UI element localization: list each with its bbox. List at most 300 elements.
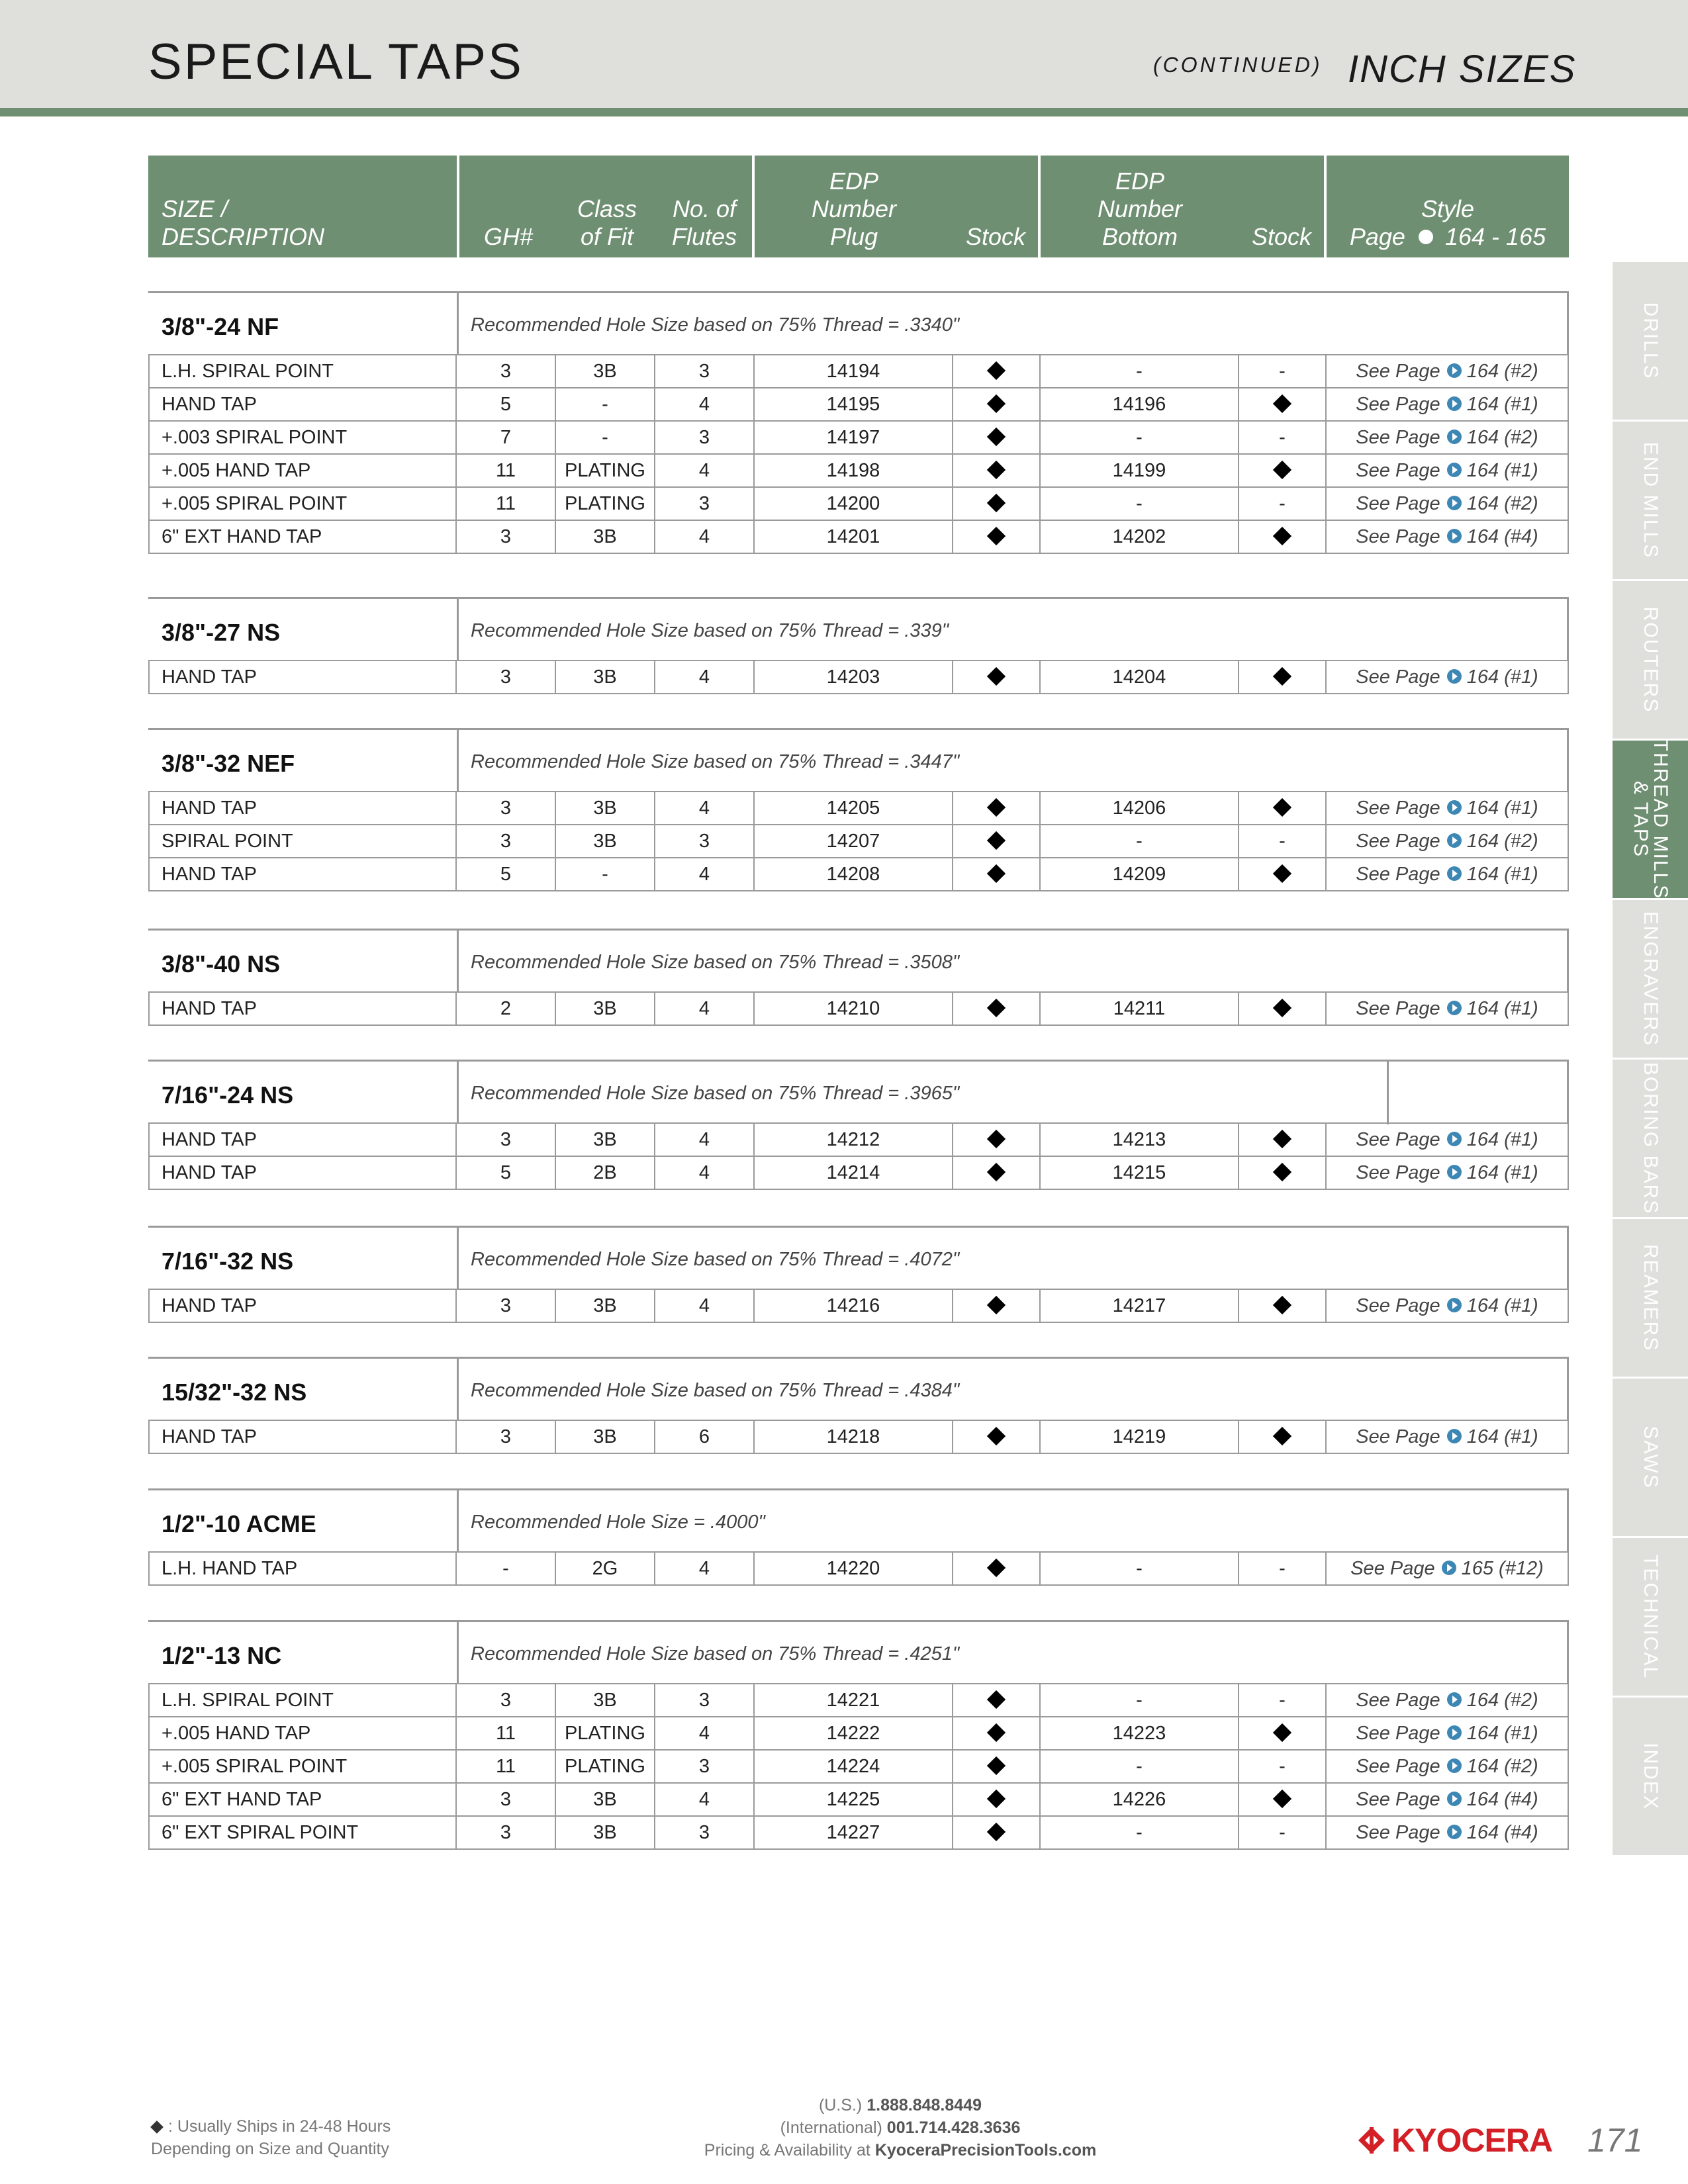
hole-size-note-box (457, 1060, 1569, 1122)
arrow-right-icon (1447, 463, 1462, 477)
cell-gh: 2 (457, 991, 556, 1026)
col-of-fit-label: of Fit (580, 223, 633, 250)
cell-class-fit: - (556, 857, 655, 891)
cell-description: +.005 SPIRAL POINT (148, 1749, 457, 1784)
group-title: 1/2"-13 NC (162, 1642, 282, 1669)
cell-style-page[interactable] (1327, 1122, 1569, 1157)
arrow-right-icon (1447, 1792, 1462, 1806)
cell-edp-bottom: 14209 (1041, 857, 1239, 891)
cell-stock-bottom (1239, 1289, 1327, 1323)
cell-edp-bottom: - (1041, 1551, 1239, 1586)
section-tab-label (1640, 607, 1660, 713)
table-row (148, 1683, 1569, 1717)
in-stock-diamond-icon (1273, 1723, 1291, 1742)
cell-stock-bottom: - (1239, 420, 1327, 455)
section-tab-routers[interactable] (1613, 581, 1688, 739)
cell-style-page[interactable] (1327, 1551, 1569, 1586)
col-class-label: Class (577, 195, 637, 222)
see-page-label: See Page (1356, 394, 1440, 415)
col-number-label-2: Number (1097, 195, 1183, 222)
group-title: 7/16"-24 NS (162, 1081, 294, 1109)
table-row (148, 857, 1569, 891)
cell-edp-plug: 14218 (755, 1420, 953, 1454)
cell-stock-bottom: - (1239, 1551, 1327, 1586)
table-row (148, 1420, 1569, 1454)
cell-class-fit: 3B (556, 354, 655, 388)
cell-edp-plug: 14198 (755, 453, 953, 488)
table-row (148, 1551, 1569, 1586)
cell-edp-plug: 14194 (755, 354, 953, 388)
style-page-ref: 164 (#2) (1466, 1690, 1538, 1711)
cell-gh: - (457, 1551, 556, 1586)
cell-class-fit: 3B (556, 791, 655, 825)
see-page-label: See Page (1356, 998, 1440, 1019)
cell-edp-plug: 14216 (755, 1289, 953, 1323)
arrow-right-icon (1447, 866, 1462, 881)
section-tab-label-line: SAWS (1640, 1426, 1662, 1489)
cell-description: HAND TAP (148, 387, 457, 422)
cell-class-fit: 3B (556, 1683, 655, 1717)
in-stock-diamond-icon (987, 1790, 1006, 1808)
cell-edp-plug: 14197 (755, 420, 953, 455)
in-stock-diamond-icon (1273, 394, 1291, 413)
in-stock-diamond-icon (987, 831, 1006, 850)
cell-style-page[interactable] (1327, 1289, 1569, 1323)
in-stock-diamond-icon (987, 428, 1006, 446)
cell-stock-plug (953, 824, 1041, 858)
see-page-label: See Page (1356, 493, 1440, 514)
in-stock-diamond-icon (987, 1427, 1006, 1445)
see-page-label: See Page (1356, 864, 1440, 885)
see-page-label: See Page (1356, 1822, 1440, 1843)
us-phone[interactable]: 1.888.848.8449 (867, 2096, 982, 2115)
arrow-right-icon (1447, 529, 1462, 543)
table-row (148, 420, 1569, 455)
cell-style-page[interactable] (1327, 1749, 1569, 1784)
hole-size-note: Recommended Hole Size = .4000" (471, 1512, 765, 1533)
cell-stock-plug (953, 1815, 1041, 1850)
section-tab-label (1640, 1244, 1660, 1351)
cell-description: HAND TAP (148, 857, 457, 891)
style-page-ref: 164 (#4) (1466, 1822, 1538, 1843)
arrow-right-icon (1447, 396, 1462, 411)
table-row (148, 354, 1569, 388)
see-page-label: See Page (1356, 1162, 1440, 1183)
table-row (148, 1122, 1569, 1157)
cell-edp-bottom: - (1041, 420, 1239, 455)
group-heading (148, 929, 457, 991)
section-tab-label (1640, 911, 1660, 1046)
style-page-ref: 165 (#12) (1461, 1558, 1544, 1579)
cell-stock-plug (953, 1156, 1041, 1190)
cell-edp-bottom: 14202 (1041, 520, 1239, 554)
cell-description: +.005 SPIRAL POINT (148, 486, 457, 521)
cell-edp-plug: 14201 (755, 520, 953, 554)
cell-stock-bottom (1239, 520, 1327, 554)
hole-size-note: Recommended Hole Size based on 75% Thread = .4384" (471, 1380, 960, 1401)
cell-description: +.005 HAND TAP (148, 1716, 457, 1751)
table-row (148, 387, 1569, 422)
cell-edp-bottom: 14217 (1041, 1289, 1239, 1323)
cell-class-fit: PLATING (556, 453, 655, 488)
cell-flutes: 4 (655, 1551, 755, 1586)
in-stock-diamond-icon (987, 394, 1006, 413)
in-stock-diamond-icon (987, 999, 1006, 1017)
legend-line-2: Depending on Size and Quantity (151, 2140, 389, 2158)
section-tab-boring-bars[interactable] (1613, 1060, 1688, 1217)
col-no-of-label: No. of (672, 195, 737, 222)
see-page-label: See Page (1350, 1558, 1435, 1579)
cell-flutes: 4 (655, 520, 755, 554)
cell-gh: 3 (457, 520, 556, 554)
cell-class-fit: PLATING (556, 1716, 655, 1751)
cell-stock-plug (953, 1420, 1041, 1454)
cell-edp-plug: 14225 (755, 1782, 953, 1817)
arrow-right-icon (1447, 1165, 1462, 1179)
cell-stock-plug (953, 420, 1041, 455)
cell-stock-bottom (1239, 660, 1327, 694)
cell-class-fit: 2B (556, 1156, 655, 1190)
section-tab-saws[interactable] (1613, 1379, 1688, 1536)
cell-style-page[interactable] (1327, 354, 1569, 388)
cell-stock-plug (953, 520, 1041, 554)
cell-gh: 3 (457, 824, 556, 858)
table-row (148, 991, 1569, 1026)
group-title: 3/8"-24 NF (162, 313, 279, 340)
cell-description: HAND TAP (148, 660, 457, 694)
cell-style-page[interactable] (1327, 453, 1569, 488)
in-stock-diamond-icon (1273, 527, 1291, 545)
cell-flutes: 4 (655, 991, 755, 1026)
cell-style-page[interactable] (1327, 991, 1569, 1026)
cell-style-page[interactable] (1327, 857, 1569, 891)
intl-prefix: (International) (780, 2118, 882, 2137)
hole-size-note: Recommended Hole Size based on 75% Thread = .3508" (471, 952, 960, 973)
cell-edp-plug: 14200 (755, 486, 953, 521)
cell-class-fit: 3B (556, 1122, 655, 1157)
col-style-page-prefix: Page (1349, 223, 1405, 250)
arrow-right-icon (1419, 230, 1433, 244)
hole-size-note-box (457, 1226, 1569, 1289)
cell-style-page[interactable] (1327, 1156, 1569, 1190)
section-tab-label (1640, 1743, 1660, 1810)
cell-edp-bottom: - (1041, 824, 1239, 858)
in-stock-diamond-icon (1273, 1130, 1291, 1148)
us-prefix: (U.S.) (818, 2096, 863, 2115)
arrow-right-icon (1447, 1001, 1462, 1015)
section-tab-end-mills[interactable] (1613, 422, 1688, 579)
see-page-label: See Page (1356, 1756, 1440, 1777)
cell-description: +.005 HAND TAP (148, 453, 457, 488)
section-tab-label-line: THREAD MILLS (1650, 739, 1671, 900)
cell-flutes: 4 (655, 660, 755, 694)
cell-stock-plug (953, 453, 1041, 488)
group-heading (148, 291, 457, 354)
table-row (148, 824, 1569, 858)
cell-description: +.003 SPIRAL POINT (148, 420, 457, 455)
see-page-label: See Page (1356, 831, 1440, 852)
cell-edp-bottom: 14219 (1041, 1420, 1239, 1454)
cell-edp-plug: 14220 (755, 1551, 953, 1586)
cell-gh: 11 (457, 486, 556, 521)
cell-style-page[interactable] (1327, 486, 1569, 521)
cell-edp-bottom: 14213 (1041, 1122, 1239, 1157)
kyocera-logo-mark-icon (1357, 2126, 1386, 2155)
cell-stock-bottom (1239, 791, 1327, 825)
cell-description: 6" EXT HAND TAP (148, 1782, 457, 1817)
style-page-ref: 164 (#2) (1466, 1756, 1538, 1777)
style-page-ref: 164 (#2) (1466, 427, 1538, 448)
in-stock-diamond-icon (1273, 461, 1291, 479)
cell-gh: 3 (457, 1815, 556, 1850)
cell-class-fit: 3B (556, 1420, 655, 1454)
section-tab-label-line: REAMERS (1640, 1244, 1662, 1352)
cell-class-fit: 3B (556, 824, 655, 858)
section-tab-thread-mills-taps[interactable] (1613, 741, 1688, 898)
section-tab-index[interactable] (1613, 1698, 1688, 1855)
col-plug-label: Plug (829, 223, 878, 250)
col-edp-plug (755, 156, 1038, 257)
cell-description: HAND TAP (148, 991, 457, 1026)
in-stock-diamond-icon (987, 1130, 1006, 1148)
section-tab-technical[interactable] (1613, 1538, 1688, 1696)
cell-stock-plug (953, 791, 1041, 825)
style-page-ref: 164 (#1) (1466, 1129, 1538, 1150)
section-tab-label (1640, 1426, 1660, 1488)
cell-flutes: 4 (655, 791, 755, 825)
cell-class-fit: 3B (556, 991, 655, 1026)
cell-style-page[interactable] (1327, 387, 1569, 422)
cell-gh: 5 (457, 387, 556, 422)
see-page-label: See Page (1356, 1690, 1440, 1711)
cell-class-fit: 3B (556, 1815, 655, 1850)
cell-stock-bottom: - (1239, 1749, 1327, 1784)
see-page-label: See Page (1356, 460, 1440, 481)
in-stock-diamond-icon (987, 1163, 1006, 1181)
cell-class-fit: - (556, 387, 655, 422)
section-tab-reamers[interactable] (1613, 1219, 1688, 1377)
page-subtitle: INCH SIZES (1348, 48, 1577, 91)
cell-flutes: 3 (655, 1683, 755, 1717)
header-rule (0, 108, 1688, 116)
col-stock-plug: Stock (965, 223, 1026, 250)
cell-style-page[interactable] (1327, 1815, 1569, 1850)
intl-phone[interactable]: 001.714.428.3636 (886, 2118, 1021, 2137)
cell-style-page[interactable] (1327, 1420, 1569, 1454)
cell-edp-plug: 14205 (755, 791, 953, 825)
cell-style-page[interactable] (1327, 1716, 1569, 1751)
cell-flutes: 3 (655, 824, 755, 858)
cell-description: HAND TAP (148, 1156, 457, 1190)
arrow-right-icon (1447, 1825, 1462, 1839)
cell-stock-bottom (1239, 857, 1327, 891)
style-page-ref: 164 (#1) (1466, 1723, 1538, 1744)
cell-description: 6" EXT HAND TAP (148, 520, 457, 554)
cell-stock-bottom (1239, 1156, 1327, 1190)
style-page-ref: 164 (#2) (1466, 493, 1538, 514)
cell-edp-plug: 14195 (755, 387, 953, 422)
see-page-label: See Page (1356, 526, 1440, 547)
cell-class-fit: 3B (556, 1782, 655, 1817)
cell-description: L.H. SPIRAL POINT (148, 354, 457, 388)
hole-size-note: Recommended Hole Size based on 75% Thread = .4072" (471, 1249, 960, 1270)
page-number: 171 (1587, 2122, 1643, 2159)
col-stock-bottom: Stock (1251, 223, 1312, 250)
col-number-label: Number (811, 195, 897, 222)
cell-stock-plug (953, 991, 1041, 1026)
style-page-ref: 164 (#4) (1466, 1789, 1538, 1810)
see-page-label: See Page (1356, 1426, 1440, 1447)
hole-size-note-box (457, 728, 1569, 791)
cell-flutes: 4 (655, 1156, 755, 1190)
page-title: SPECIAL TAPS (148, 34, 524, 90)
pricing-prefix: Pricing & Availability at (704, 2141, 870, 2160)
in-stock-diamond-icon (987, 361, 1006, 380)
cell-style-page[interactable] (1327, 420, 1569, 455)
note-side-box (1387, 1062, 1571, 1124)
cell-style-page[interactable] (1327, 520, 1569, 554)
cell-edp-bottom: - (1041, 1815, 1239, 1850)
arrow-right-icon (1447, 430, 1462, 444)
arrow-right-icon (1447, 669, 1462, 684)
group-title: 15/32"-32 NS (162, 1379, 307, 1406)
col-flutes-label: Flutes (671, 223, 737, 250)
group-title: 7/16"-32 NS (162, 1248, 294, 1275)
cell-description: 6" EXT SPIRAL POINT (148, 1815, 457, 1850)
style-page-ref: 164 (#1) (1466, 1295, 1538, 1316)
cell-flutes: 3 (655, 420, 755, 455)
see-page-label: See Page (1356, 1789, 1440, 1810)
cell-stock-plug (953, 660, 1041, 694)
style-page-ref: 164 (#1) (1466, 797, 1538, 819)
col-style-page-range: 164 - 165 (1444, 223, 1546, 250)
see-page-label: See Page (1356, 427, 1440, 448)
kyocera-logo-text: KYOCERA (1391, 2122, 1553, 2159)
cell-gh: 11 (457, 1716, 556, 1751)
arrow-right-icon (1447, 1132, 1462, 1146)
style-page-ref: 164 (#4) (1466, 526, 1538, 547)
table-column-header (148, 156, 1569, 257)
in-stock-diamond-icon (1273, 864, 1291, 883)
cell-edp-bottom: - (1041, 1683, 1239, 1717)
col-edp-label-2: EDP (1115, 167, 1165, 195)
cell-style-page[interactable] (1327, 1782, 1569, 1817)
group-heading (148, 728, 457, 791)
group-heading (148, 1620, 457, 1683)
table-row (148, 520, 1569, 554)
section-tab-label-line: & TAPS (1630, 781, 1652, 858)
col-edp-bottom (1041, 156, 1324, 257)
section-tab-label-line: DRILLS (1640, 302, 1662, 380)
in-stock-diamond-icon (987, 527, 1006, 545)
cell-edp-plug: 14221 (755, 1683, 953, 1717)
table-row (148, 660, 1569, 694)
cell-style-page[interactable] (1327, 791, 1569, 825)
section-tab-drills[interactable] (1613, 262, 1688, 420)
cell-gh: 3 (457, 660, 556, 694)
cell-edp-plug: 14224 (755, 1749, 953, 1784)
cell-gh: 3 (457, 354, 556, 388)
style-page-ref: 164 (#2) (1466, 831, 1538, 852)
cell-edp-bottom: 14223 (1041, 1716, 1239, 1751)
section-tab-label-line: BORING BARS (1640, 1062, 1662, 1215)
group-title: 3/8"-40 NS (162, 950, 281, 978)
arrow-right-icon (1447, 833, 1462, 848)
style-page-ref: 164 (#1) (1466, 394, 1538, 415)
in-stock-diamond-icon (1273, 1427, 1291, 1445)
cell-stock-bottom: - (1239, 486, 1327, 521)
website-link[interactable]: KyoceraPrecisionTools.com (874, 2141, 1097, 2160)
style-page-ref: 164 (#1) (1466, 666, 1538, 688)
cell-stock-bottom: - (1239, 1815, 1327, 1850)
see-page-label: See Page (1356, 797, 1440, 819)
section-tab-engravers[interactable] (1613, 900, 1688, 1058)
cell-style-page[interactable] (1327, 824, 1569, 858)
col-class-fit (557, 156, 657, 257)
section-tab-label-line: INDEX (1640, 1743, 1662, 1810)
cell-class-fit: 3B (556, 660, 655, 694)
in-stock-diamond-icon (1273, 1296, 1291, 1314)
col-description-label: DESCRIPTION (162, 223, 325, 250)
cell-gh: 5 (457, 1156, 556, 1190)
arrow-right-icon (1447, 363, 1462, 378)
table-row (148, 486, 1569, 521)
hole-size-note-box (457, 1357, 1569, 1420)
col-gh: GH# (459, 156, 557, 257)
see-page-label: See Page (1356, 1129, 1440, 1150)
section-tab-label-line: END MILLS (1640, 441, 1662, 559)
cell-stock-bottom (1239, 991, 1327, 1026)
group-heading (148, 597, 457, 660)
cell-style-page[interactable] (1327, 660, 1569, 694)
contact-info (662, 2094, 1139, 2161)
cell-edp-bottom: 14196 (1041, 387, 1239, 422)
cell-flutes: 3 (655, 1815, 755, 1850)
cell-stock-bottom (1239, 1782, 1327, 1817)
cell-class-fit: - (556, 420, 655, 455)
cell-gh: 3 (457, 1289, 556, 1323)
arrow-right-icon (1447, 1429, 1462, 1443)
cell-class-fit: 3B (556, 1289, 655, 1323)
cell-edp-plug: 14222 (755, 1716, 953, 1751)
see-page-label: See Page (1356, 666, 1440, 688)
section-tab-label (1640, 302, 1660, 379)
cell-edp-plug: 14227 (755, 1815, 953, 1850)
cell-edp-plug: 14212 (755, 1122, 953, 1157)
cell-stock-plug (953, 857, 1041, 891)
cell-stock-bottom (1239, 387, 1327, 422)
cell-style-page[interactable] (1327, 1683, 1569, 1717)
hole-size-note: Recommended Hole Size based on 75% Thread = .3340" (471, 314, 960, 336)
cell-description: HAND TAP (148, 1122, 457, 1157)
cell-stock-plug (953, 1782, 1041, 1817)
cell-edp-bottom: 14211 (1041, 991, 1239, 1026)
col-bottom-label: Bottom (1102, 223, 1178, 250)
arrow-right-icon (1447, 1298, 1462, 1312)
in-stock-diamond-icon (987, 798, 1006, 817)
cell-stock-plug (953, 1716, 1041, 1751)
style-page-ref: 164 (#2) (1466, 361, 1538, 382)
in-stock-diamond-icon (987, 667, 1006, 686)
cell-description: HAND TAP (148, 791, 457, 825)
table-row (148, 1289, 1569, 1323)
col-size-label: SIZE / (162, 195, 228, 222)
cell-stock-bottom: - (1239, 354, 1327, 388)
style-page-ref: 164 (#1) (1466, 998, 1538, 1019)
cell-flutes: 4 (655, 1289, 755, 1323)
section-tab-label (1640, 1062, 1660, 1214)
hole-size-note: Recommended Hole Size based on 75% Thread = .3965" (471, 1083, 960, 1104)
